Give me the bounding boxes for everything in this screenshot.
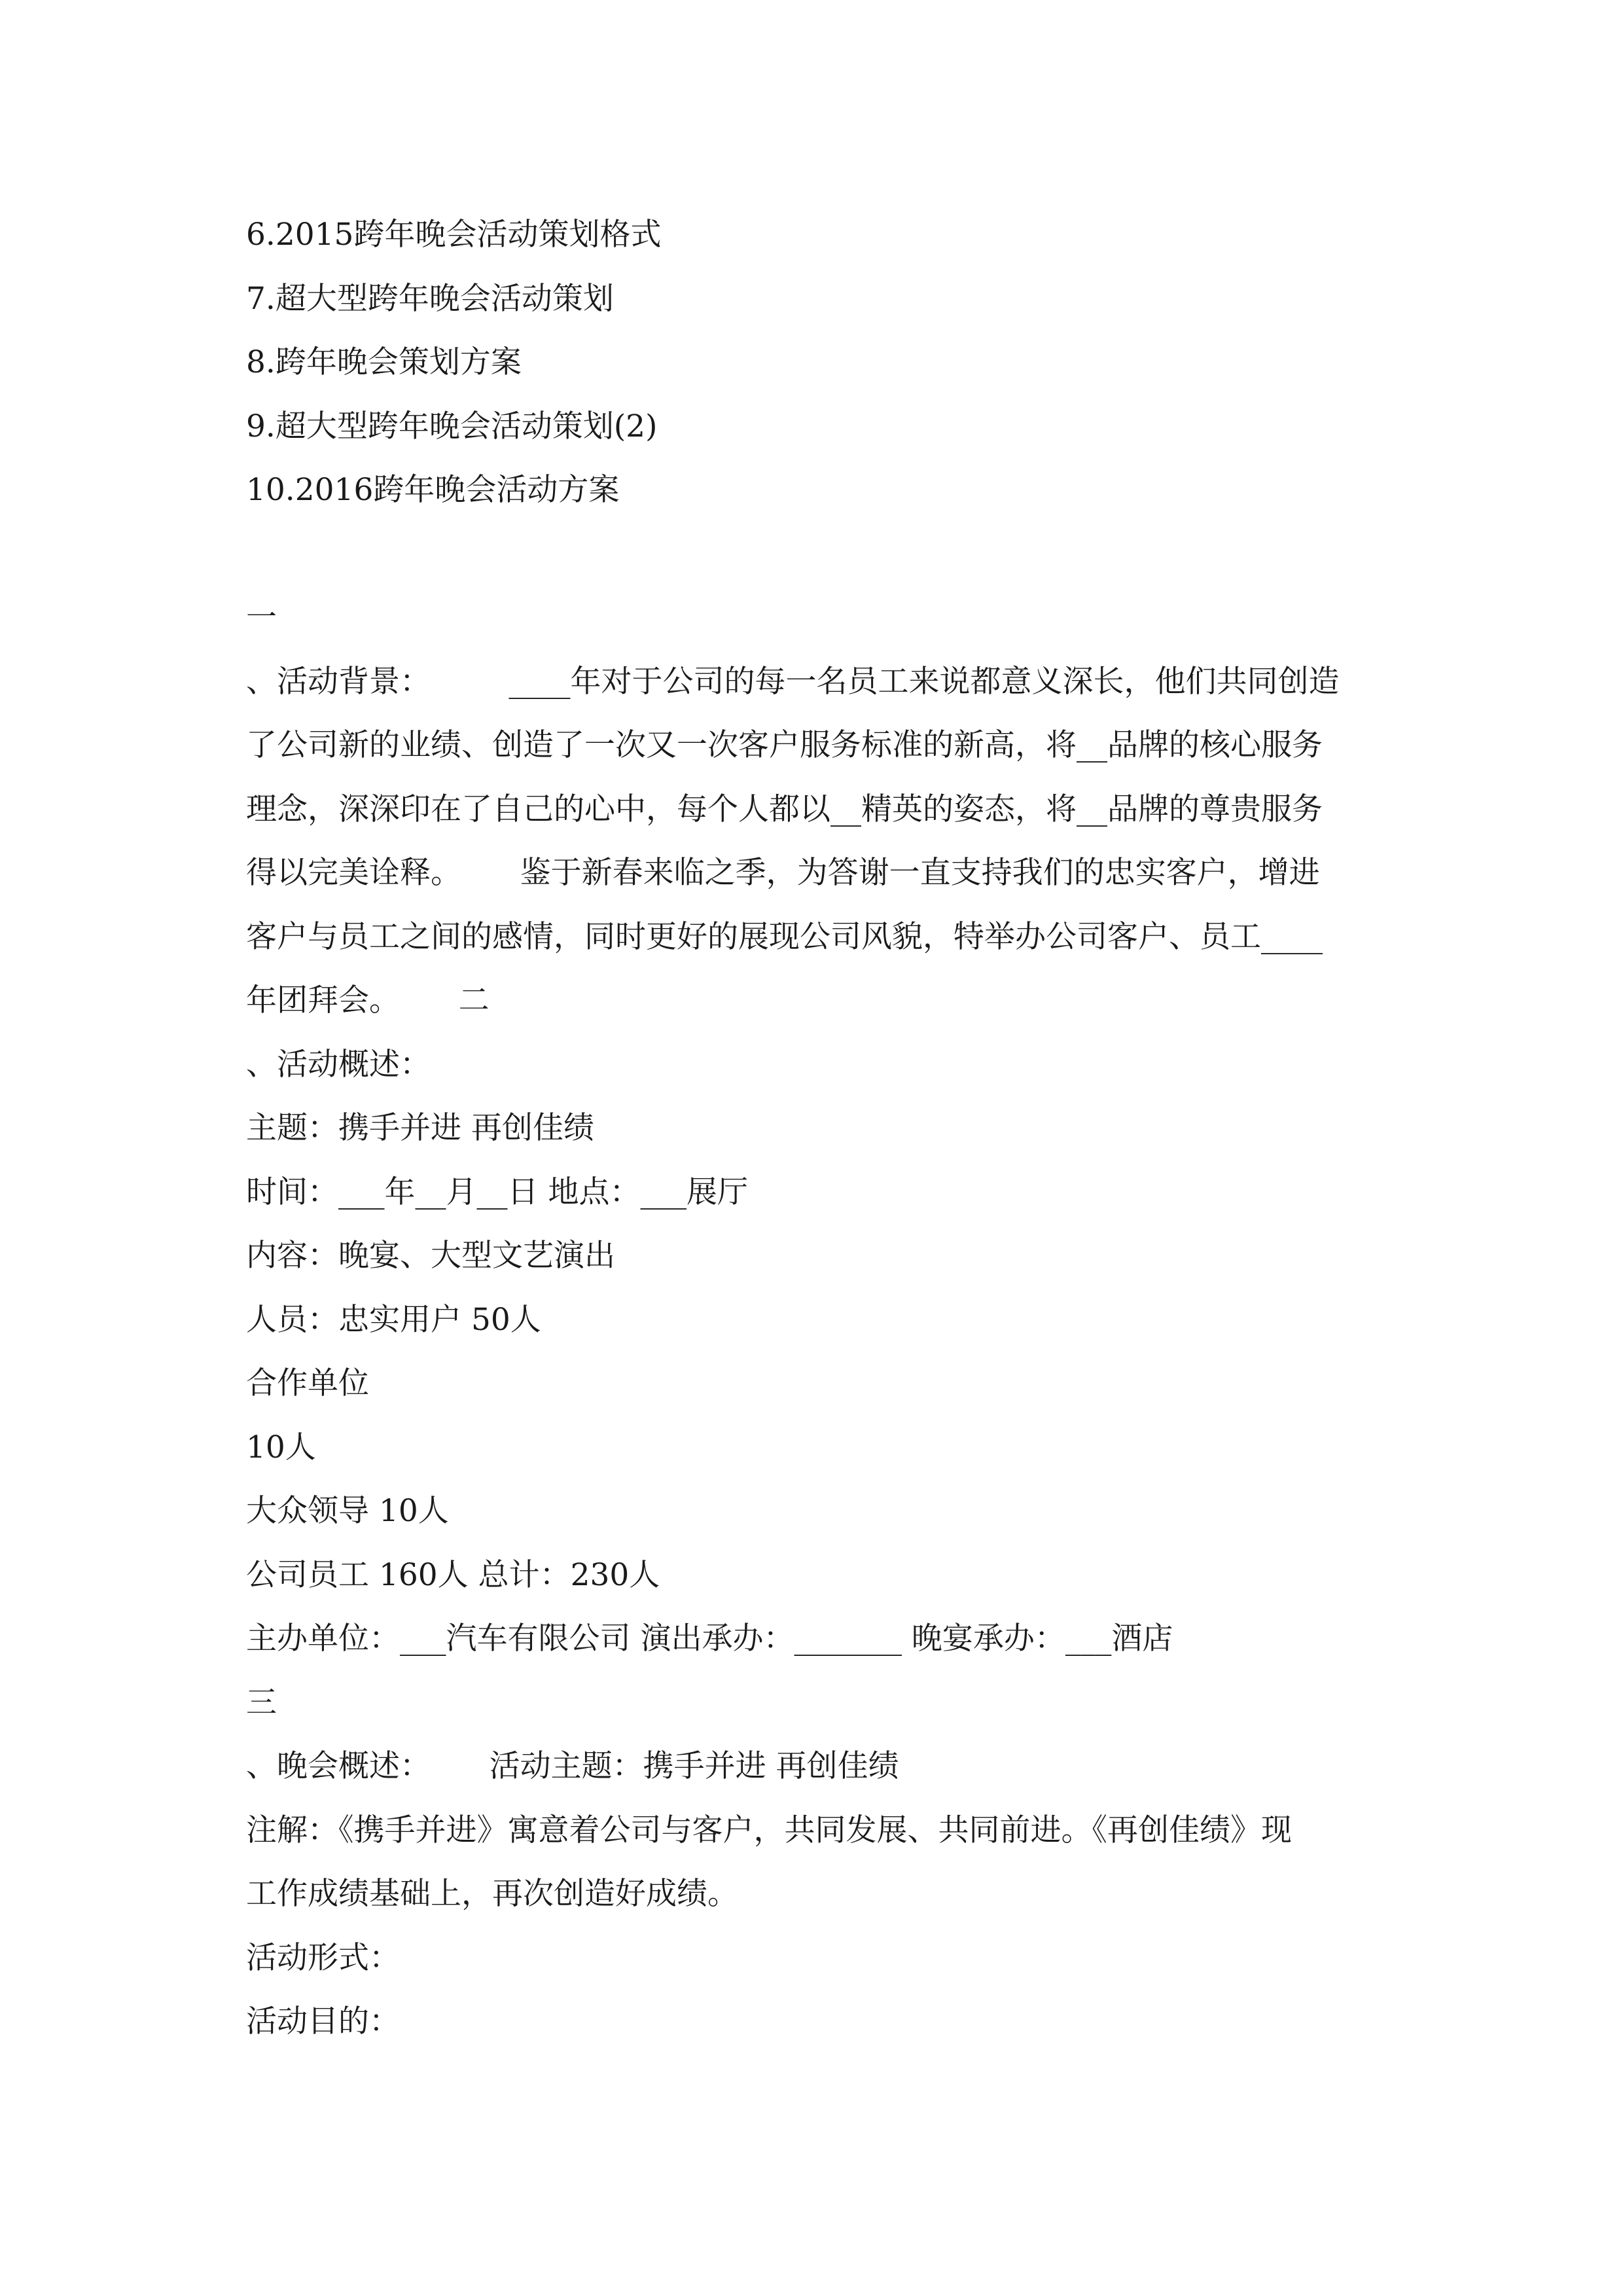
note-line-1: 注解：《携手并进》寓意着公司与客户，共同发展、共同前进。《再创佳绩》现 <box>246 1812 1292 1848</box>
event-time-location: 时间：___年__月__日 地点：___展厅 <box>246 1174 748 1210</box>
blank-spacer <box>246 522 1385 586</box>
section-1-number: 一 <box>246 600 277 636</box>
section-1-background-line-2: 了公司新的业绩、创造了一次又一次客户服务标准的新高，将__品牌的核心服务 <box>246 727 1323 763</box>
event-content: 内容：晚宴、大型文艺演出 <box>246 1238 615 1274</box>
section-3-title: 、晚会概述： 活动主题：携手并进 再创佳绩 <box>246 1748 899 1784</box>
leaders-count: 大众领导 10人 <box>246 1493 449 1529</box>
toc-item-7: 7.超大型跨年晚会活动策划 <box>246 280 614 317</box>
toc-item-9: 9.超大型跨年晚会活动策划(2) <box>246 408 658 444</box>
section-1-background-line-3: 理念，深深印在了自己的心中，每个人都以__精英的姿态，将__品牌的尊贵服务 <box>246 791 1323 827</box>
activity-form: 活动形式： <box>246 1939 400 1976</box>
activity-goal: 活动目的： <box>246 2003 400 2039</box>
toc-item-6: 6.2015跨年晚会活动策划格式 <box>246 217 662 253</box>
section-2-title: 、活动概述： <box>246 1046 431 1083</box>
toc-item-8: 8.跨年晚会策划方案 <box>246 344 522 380</box>
section-3-number: 三 <box>246 1684 277 1721</box>
employees-total: 公司员工 160人 总计：230人 <box>246 1556 660 1593</box>
section-1-background-line-6: 年团拜会。 二 <box>246 982 490 1018</box>
event-staff: 人员：忠实用户 50人 <box>246 1301 541 1338</box>
partner-count: 10人 <box>246 1429 316 1465</box>
event-theme: 主题：携手并进 再创佳绩 <box>246 1110 594 1146</box>
section-1-background-line-4: 得以完美诠释。 鉴于新春来临之季，为答谢一直支持我们的忠实客户，增进 <box>246 855 1320 891</box>
partner-label: 合作单位 <box>246 1365 369 1401</box>
section-1-background-line-5: 客户与员工之间的感情，同时更好的展现公司风貌，特举办公司客户、员工____ <box>246 918 1323 955</box>
document-content <box>246 203 1385 2054</box>
toc-item-10: 10.2016跨年晚会活动方案 <box>246 472 620 508</box>
organizer-info: 主办单位：___汽车有限公司 演出承办：_______ 晚宴承办：___酒店 <box>246 1621 1173 1657</box>
section-1-background-line-1: 、活动背景： ____年对于公司的每一名员工来说都意义深长，他们共同创造 <box>246 663 1340 700</box>
note-line-2: 工作成绩基础上，再次创造好成绩。 <box>246 1876 738 1912</box>
